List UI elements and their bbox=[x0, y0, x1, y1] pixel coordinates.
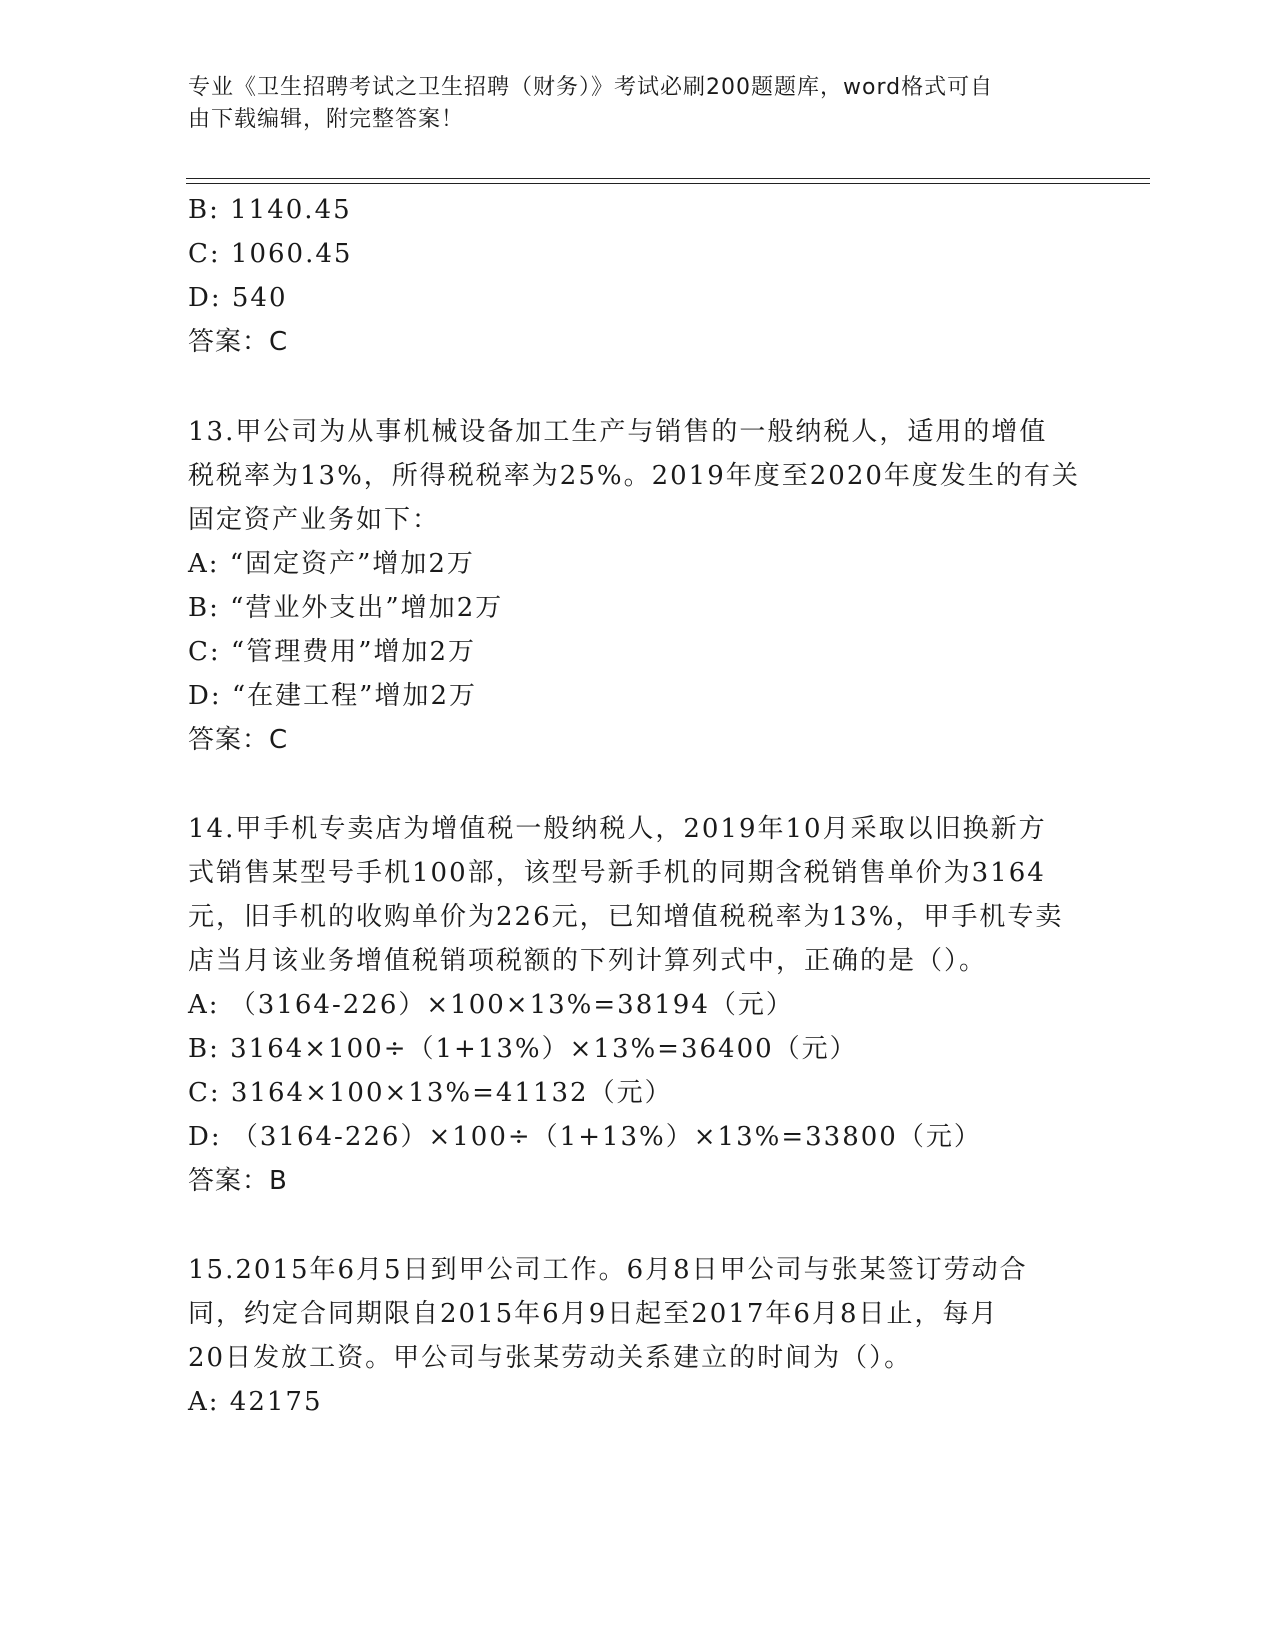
q12-option-d: D: 540 bbox=[188, 283, 288, 313]
q15-stem-line-1: 15.2015年6月5日到甲公司工作。6月8日甲公司与张某签订劳动合 bbox=[188, 1255, 1028, 1285]
header-rule-top bbox=[186, 178, 1150, 179]
q14-option-c: C: 3164×100×13%=41132（元） bbox=[188, 1078, 673, 1108]
q12-option-b: B: 1140.45 bbox=[188, 195, 352, 225]
q13-option-b: B: “营业外支出”增加2万 bbox=[188, 593, 504, 623]
q14-option-b: B: 3164×100÷（1+13%）×13%=36400（元） bbox=[188, 1034, 858, 1064]
q13-option-a: A: “固定资产”增加2万 bbox=[188, 549, 475, 579]
q13-option-c: C: “管理费用”增加2万 bbox=[188, 637, 477, 667]
q12-answer: 答案：C bbox=[188, 327, 289, 357]
q15-stem-line-3: 20日发放工资。甲公司与张某劳动关系建立的时间为（）。 bbox=[188, 1343, 913, 1373]
q13-answer: 答案：C bbox=[188, 725, 289, 755]
q14-stem-line-2: 式销售某型号手机100部，该型号新手机的同期含税销售单价为3164 bbox=[188, 858, 1046, 888]
q14-option-a: A: （3164-226）×100×13%=38194（元） bbox=[188, 990, 794, 1020]
q14-stem-line-4: 店当月该业务增值税销项税额的下列计算列式中，正确的是（）。 bbox=[188, 946, 988, 976]
document-header bbox=[188, 72, 1088, 136]
q13-stem-line-3: 固定资产业务如下： bbox=[188, 505, 441, 535]
q13-stem-line-2: 税税率为13%，所得税税率为25%。2019年度至2020年度发生的有关 bbox=[188, 461, 1080, 491]
header-line-1: 专业《卫生招聘考试之卫生招聘（财务）》考试必刷200题题库，word格式可自 bbox=[188, 75, 994, 100]
q14-stem-line-1: 14.甲手机专卖店为增值税一般纳税人，2019年10月采取以旧换新方 bbox=[188, 814, 1047, 844]
q14-answer: 答案：B bbox=[188, 1166, 288, 1196]
q14-option-d: D: （3164-226）×100÷（1+13%）×13%=33800（元） bbox=[188, 1122, 982, 1152]
header-rule-bottom bbox=[186, 183, 1150, 184]
q15-option-a: A: 42175 bbox=[188, 1387, 323, 1417]
q15-stem-line-2: 同，约定合同期限自2015年6月9日起至2017年6月8日止，每月 bbox=[188, 1299, 999, 1329]
q12-option-c: C: 1060.45 bbox=[188, 239, 353, 269]
q14-stem-line-3: 元，旧手机的收购单价为226元，已知增值税税率为13%，甲手机专卖 bbox=[188, 902, 1064, 932]
header-line-2: 由下载编辑，附完整答案！ bbox=[188, 107, 465, 132]
q13-stem-line-1: 13.甲公司为从事机械设备加工生产与销售的一般纳税人，适用的增值 bbox=[188, 417, 1048, 447]
q13-option-d: D: “在建工程”增加2万 bbox=[188, 681, 477, 711]
